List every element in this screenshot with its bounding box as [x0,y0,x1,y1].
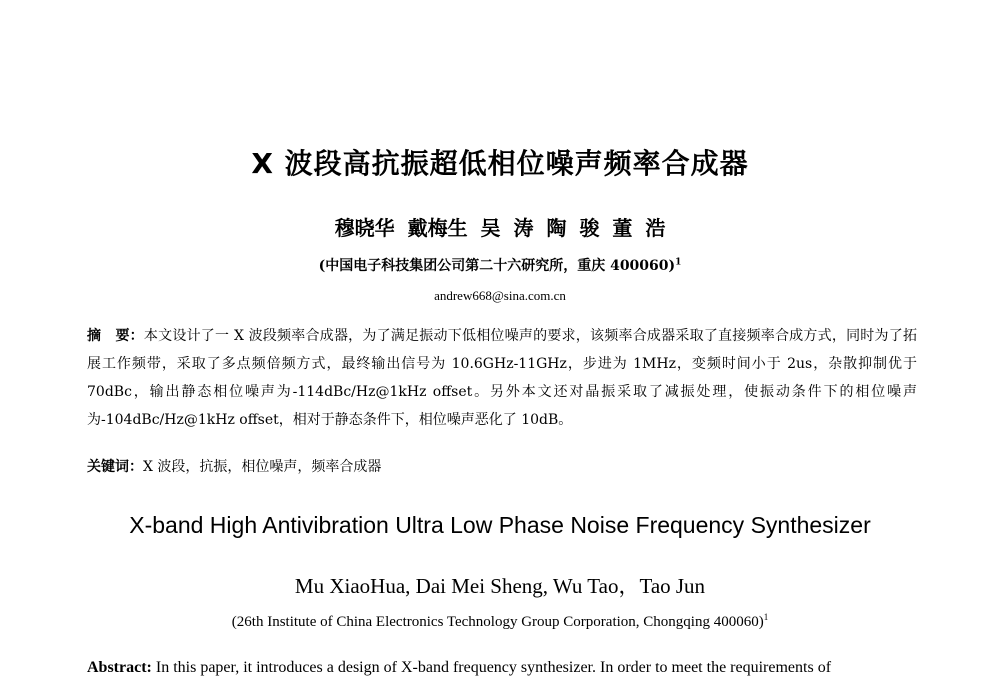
english-affiliation [0,614,1000,631]
english-affiliation-footnote: 1 [763,612,769,622]
chinese-abstract-label: 摘 要： [87,328,144,344]
chinese-abstract [87,322,917,434]
chinese-affiliation-footnote: 1 [675,257,682,268]
chinese-title: X 波段高抗振超低相位噪声频率合成器 [251,147,749,180]
chinese-abstract-text: 本文设计了一 X 波段频率合成器，为了满足振动下低相位噪声的要求，该频率合成器采取了直接频率合成方式，同时为了拓展工作频带，采取了多点频倍频方式，最终输出信号为 10.6GHz-11GHz，步进为 1MHz，变频时间小于 2us，杂散抑制优于 70dBc，输出静态相位噪声为-114dBc/Hz@1kHz offset。另外本文还对晶振采取了减振处理，使振动条件下的相位噪声为-104dBc/Hz@1kHz offset，相对于静态条件下，相位噪声恶化了 10dB。 [87,328,917,428]
english-title: X-band High Antivibration Ultra Low Phase Noise Frequency Synthesizer [129,512,871,538]
chinese-affiliation-text: (中国电子科技集团公司第二十六研究所，重庆 400060) [318,258,676,274]
chinese-keywords-text: X 波段，抗振，相位噪声，频率合成器 [143,459,382,475]
chinese-affiliation [0,255,1000,275]
author-email: andrew668@sina.com.cn [434,288,566,303]
chinese-keywords-label: 关键词： [87,459,143,475]
english-abstract [87,654,917,682]
english-abstract-label: Abstract: [87,659,152,676]
chinese-authors: 穆晓华 戴梅生 吴 涛 陶 骏 董 浩 [334,216,666,240]
english-authors: Mu XiaoHua, Dai Mei Sheng, Wu Tao，Tao Jun [294,574,706,598]
chinese-keywords [87,455,917,479]
english-affiliation-text: (26th Institute of China Electronics Technology Group Corporation, Chongqing 400060) [231,614,764,630]
english-abstract-text: In this paper, it introduces a design of X-band frequency synthesizer. In order to meet the requirements of [151,659,832,676]
